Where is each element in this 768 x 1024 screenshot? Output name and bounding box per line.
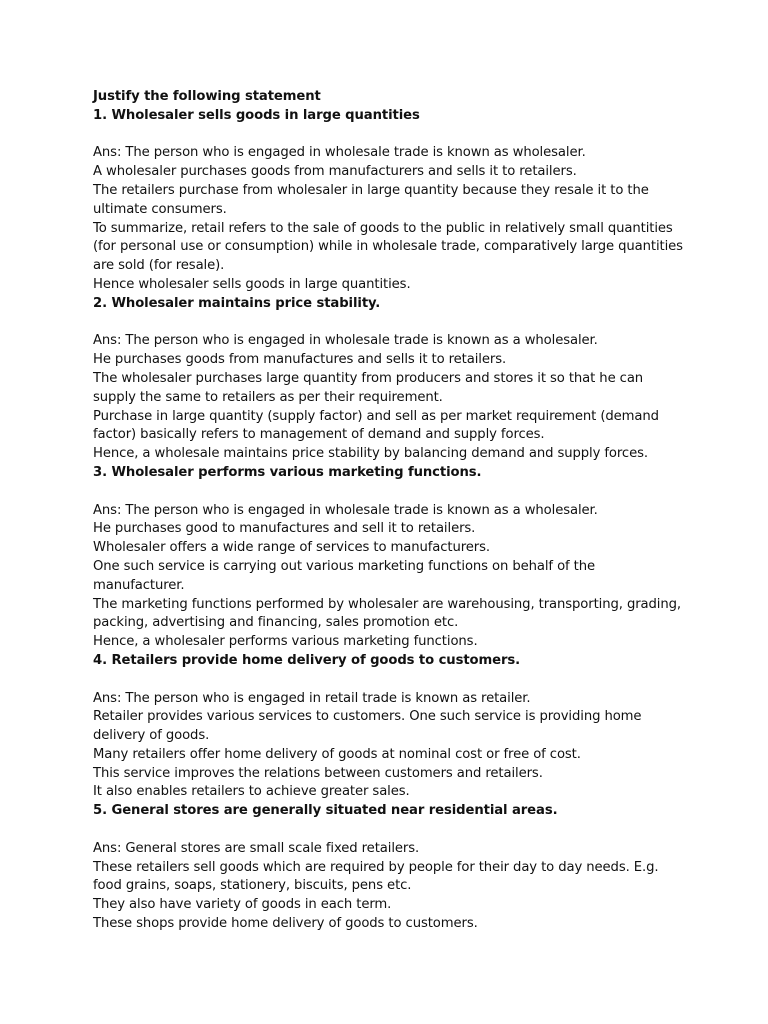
answer-line: This service improves the relations between customers and retailers. <box>93 765 543 781</box>
document-page <box>93 88 683 934</box>
answer-line: He purchases goods from manufactures and sells it to retailers. <box>93 352 507 368</box>
answer-line: Wholesaler offers a wide range of services to manufacturers. <box>93 540 490 556</box>
answer-line: The retailers purchase from wholesaler in large quantity because they resale it to the ultimate consumers. <box>93 182 649 217</box>
answer-line: The marketing functions performed by wholesaler are warehousing, transporting, grading, packing, advertising and financing, sales promotion etc. <box>93 596 681 631</box>
question-title: 3. Wholesaler performs various marketing functions. <box>93 464 482 480</box>
answer-line: Hence, a wholesaler performs various marketing functions. <box>93 634 478 650</box>
answer-line: It also enables retailers to achieve greater sales. <box>93 784 410 800</box>
answer-line: Ans: The person who is engaged in wholesale trade is known as wholesaler. <box>93 145 586 161</box>
question-title: 2. Wholesaler maintains price stability. <box>93 295 381 311</box>
question-title: 1. Wholesaler sells goods in large quantities <box>93 107 420 123</box>
answer-line: Many retailers offer home delivery of goods at nominal cost or free of cost. <box>93 746 581 762</box>
answer-line: A wholesaler purchases goods from manufacturers and sells it to retailers. <box>93 164 577 180</box>
answer-line: He purchases good to manufactures and sell it to retailers. <box>93 521 476 537</box>
answer-line: One such service is carrying out various marketing functions on behalf of the manufacturer. <box>93 558 596 593</box>
question-1 <box>93 107 683 295</box>
answer-line: To summarize, retail refers to the sale of goods to the public in relatively small quantities (for personal use or consumption) while in wholesale trade, comparatively large quantities are sold (for resale). <box>93 220 683 274</box>
answer-line: These shops provide home delivery of goods to customers. <box>93 916 478 932</box>
answer-line: Ans: The person who is engaged in retail trade is known as retailer. <box>93 690 531 706</box>
question-title: 5. General stores are generally situated near residential areas. <box>93 803 558 819</box>
answer-line: Purchase in large quantity (supply factor) and sell as per market requirement (demand factor) basically refers to management of demand and supply forces. <box>93 408 659 443</box>
spacer <box>93 671 683 690</box>
spacer <box>93 314 683 333</box>
answer-line: Ans: The person who is engaged in wholesale trade is known as a wholesaler. <box>93 502 598 518</box>
spacer <box>93 483 683 502</box>
spacer <box>93 126 683 145</box>
answer-line: Hence wholesaler sells goods in large quantities. <box>93 276 411 292</box>
question-2 <box>93 295 683 464</box>
question-title: 4. Retailers provide home delivery of goods to customers. <box>93 652 521 668</box>
question-3 <box>93 464 683 652</box>
answer-line: The wholesaler purchases large quantity from producers and stores it so that he can supply the same to retailers as per their requirement. <box>93 370 644 405</box>
answer-line: Ans: General stores are small scale fixed retailers. <box>93 840 420 856</box>
answer-line: They also have variety of goods in each term. <box>93 897 392 913</box>
question-5 <box>93 802 683 934</box>
answer-line: Ans: The person who is engaged in wholesale trade is known as a wholesaler. <box>93 333 598 349</box>
answer-line: These retailers sell goods which are required by people for their day to day needs. E.g. food grains, soaps, stationery, biscuits, pens etc. <box>93 859 659 894</box>
document-heading: Justify the following statement <box>93 89 321 104</box>
answer-line: Retailer provides various services to customers. One such service is providing home delivery of goods. <box>93 709 642 744</box>
question-4 <box>93 652 683 802</box>
spacer <box>93 821 683 840</box>
answer-line: Hence, a wholesale maintains price stability by balancing demand and supply forces. <box>93 446 648 462</box>
